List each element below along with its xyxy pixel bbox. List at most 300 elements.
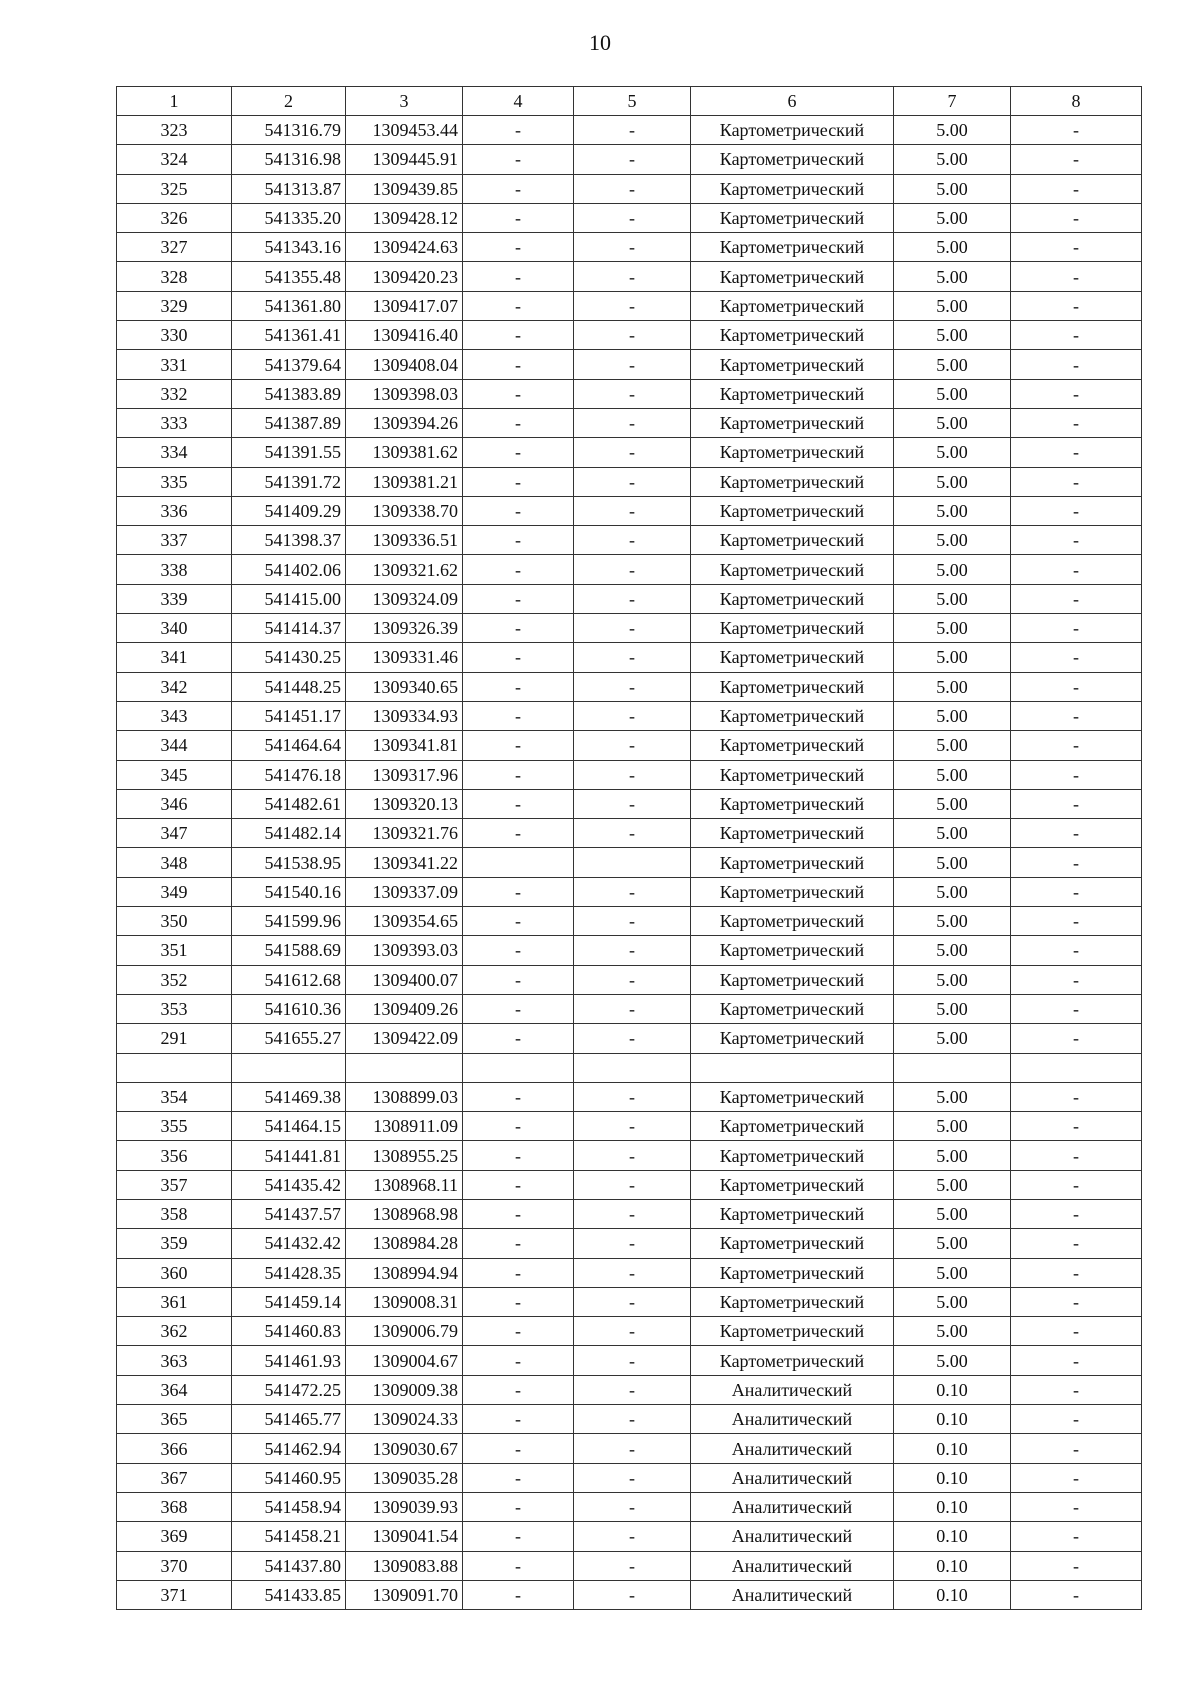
cell-point-number: 341 <box>117 643 232 672</box>
cell-col-4: - <box>463 1287 574 1316</box>
cell-col-5: - <box>574 438 691 467</box>
table-row <box>117 965 1142 994</box>
cell-col-8: - <box>1011 789 1142 818</box>
cell-col-8: - <box>1011 994 1142 1023</box>
cell-col-5: - <box>574 760 691 789</box>
cell-x-coordinate: 541355.48 <box>232 262 346 291</box>
cell-y-coordinate: 1309024.33 <box>346 1405 463 1434</box>
cell-col-8: - <box>1011 116 1142 145</box>
cell-col-8: - <box>1011 1024 1142 1053</box>
cell-x-coordinate: 541414.37 <box>232 614 346 643</box>
cell-col-5: - <box>574 994 691 1023</box>
cell-col-8: - <box>1011 1317 1142 1346</box>
cell-point-number: 324 <box>117 145 232 174</box>
cell-col-8: - <box>1011 467 1142 496</box>
cell-col-5: - <box>574 965 691 994</box>
cell-col-4: - <box>463 877 574 906</box>
cell-col-8: - <box>1011 1170 1142 1199</box>
cell-method: Картометрический <box>691 965 894 994</box>
cell-point-number: 350 <box>117 907 232 936</box>
cell-y-coordinate: 1309409.26 <box>346 994 463 1023</box>
cell-y-coordinate: 1308911.09 <box>346 1112 463 1141</box>
cell-accuracy: 0.10 <box>894 1434 1011 1463</box>
cell-y-coordinate: 1309398.03 <box>346 379 463 408</box>
cell-accuracy: 5.00 <box>894 1317 1011 1346</box>
cell-y-coordinate: 1309317.96 <box>346 760 463 789</box>
cell-y-coordinate: 1309321.62 <box>346 555 463 584</box>
cell-col-8: - <box>1011 1551 1142 1580</box>
table-row <box>117 1287 1142 1316</box>
cell-col-8: - <box>1011 1229 1142 1258</box>
cell-y-coordinate: 1309321.76 <box>346 819 463 848</box>
cell-x-coordinate: 541540.16 <box>232 877 346 906</box>
cell-col-5: - <box>574 643 691 672</box>
cell-method: Картометрический <box>691 350 894 379</box>
cell-col-4: - <box>463 379 574 408</box>
cell-col-5: - <box>574 496 691 525</box>
cell-x-coordinate: 541441.81 <box>232 1141 346 1170</box>
cell-col-8: - <box>1011 1199 1142 1228</box>
cell-col-4: - <box>463 1492 574 1521</box>
cell-method: Картометрический <box>691 1082 894 1111</box>
cell-col-4: - <box>463 701 574 730</box>
cell-col-5: - <box>574 408 691 437</box>
column-header-point-number: 1 <box>117 87 232 116</box>
cell-method: Картометрический <box>691 672 894 701</box>
cell-x-coordinate: 541398.37 <box>232 526 346 555</box>
cell-x-coordinate: 541383.89 <box>232 379 346 408</box>
cell-point-number: 327 <box>117 233 232 262</box>
cell-y-coordinate: 1309334.93 <box>346 701 463 730</box>
cell-y-coordinate: 1309381.62 <box>346 438 463 467</box>
cell-col-4: - <box>463 1580 574 1609</box>
cell-accuracy: 5.00 <box>894 1170 1011 1199</box>
cell-method: Картометрический <box>691 496 894 525</box>
cell-y-coordinate: 1308968.98 <box>346 1199 463 1228</box>
cell-x-coordinate: 541437.80 <box>232 1551 346 1580</box>
cell-accuracy: 5.00 <box>894 994 1011 1023</box>
cell-method: Картометрический <box>691 203 894 232</box>
cell-accuracy: 5.00 <box>894 1141 1011 1170</box>
cell-accuracy: 0.10 <box>894 1463 1011 1492</box>
table-row <box>117 203 1142 232</box>
cell-method: Картометрический <box>691 233 894 262</box>
cell-point-number: 332 <box>117 379 232 408</box>
cell-col-4: - <box>463 145 574 174</box>
cell-col-5: - <box>574 145 691 174</box>
table-row <box>117 643 1142 672</box>
cell-x-coordinate: 541469.38 <box>232 1082 346 1111</box>
cell-y-coordinate: 1309393.03 <box>346 936 463 965</box>
cell-col-4: - <box>463 1317 574 1346</box>
cell-y-coordinate: 1308955.25 <box>346 1141 463 1170</box>
cell-method: Картометрический <box>691 1112 894 1141</box>
cell-accuracy: 5.00 <box>894 1258 1011 1287</box>
table-row <box>117 1082 1142 1111</box>
cell-col-5: - <box>574 1024 691 1053</box>
cell-point-number: 365 <box>117 1405 232 1434</box>
cell-col-8: - <box>1011 614 1142 643</box>
cell-col-8: - <box>1011 496 1142 525</box>
cell-method: Картометрический <box>691 1199 894 1228</box>
cell-x-coordinate: 541430.25 <box>232 643 346 672</box>
cell-accuracy: 5.00 <box>894 731 1011 760</box>
cell-point-number: 370 <box>117 1551 232 1580</box>
cell-col-4: - <box>463 438 574 467</box>
cell-y-coordinate: 1309422.09 <box>346 1024 463 1053</box>
cell-y-coordinate: 1309326.39 <box>346 614 463 643</box>
cell-col-4: - <box>463 643 574 672</box>
cell-col-4: - <box>463 496 574 525</box>
cell-col-5: - <box>574 614 691 643</box>
cell-method: Картометрический <box>691 877 894 906</box>
cell-col-4: - <box>463 672 574 701</box>
cell-col-8: - <box>1011 1112 1142 1141</box>
table-row <box>117 701 1142 730</box>
cell-y-coordinate: 1309004.67 <box>346 1346 463 1375</box>
cell-point-number: 367 <box>117 1463 232 1492</box>
cell-col-5: - <box>574 1375 691 1404</box>
cell-accuracy: 0.10 <box>894 1375 1011 1404</box>
cell-col-4: - <box>463 1551 574 1580</box>
cell-col-4: - <box>463 819 574 848</box>
column-header-accuracy: 7 <box>894 87 1011 116</box>
cell-col-5: - <box>574 1492 691 1521</box>
cell-col-5: - <box>574 1580 691 1609</box>
cell-accuracy: 5.00 <box>894 116 1011 145</box>
cell-col-4: - <box>463 1522 574 1551</box>
cell-point-number: 325 <box>117 174 232 203</box>
cell-col-4: - <box>463 760 574 789</box>
cell-col-5: - <box>574 203 691 232</box>
cell-col-4: - <box>463 467 574 496</box>
cell-accuracy: 5.00 <box>894 877 1011 906</box>
cell-col-5: - <box>574 321 691 350</box>
table-row <box>117 1346 1142 1375</box>
cell-col-4: - <box>463 1112 574 1141</box>
table-row <box>117 408 1142 437</box>
column-header-y-coordinate: 3 <box>346 87 463 116</box>
cell-method: Картометрический <box>691 438 894 467</box>
cell-col-4: - <box>463 291 574 320</box>
cell-point-number: 329 <box>117 291 232 320</box>
cell-method: Аналитический <box>691 1522 894 1551</box>
cell-col-8: - <box>1011 203 1142 232</box>
cell-y-coordinate: 1309035.28 <box>346 1463 463 1492</box>
cell-col-5: - <box>574 1170 691 1199</box>
cell-y-coordinate: 1309420.23 <box>346 262 463 291</box>
coordinates-table <box>116 86 1142 1610</box>
cell-y-coordinate: 1309331.46 <box>346 643 463 672</box>
cell-x-coordinate: 541433.85 <box>232 1580 346 1609</box>
cell-accuracy: 5.00 <box>894 1112 1011 1141</box>
cell-method: Аналитический <box>691 1492 894 1521</box>
cell-accuracy: 5.00 <box>894 174 1011 203</box>
cell-y-coordinate: 1309041.54 <box>346 1522 463 1551</box>
cell-x-coordinate: 541451.17 <box>232 701 346 730</box>
table-row <box>117 1258 1142 1287</box>
table-row <box>117 1580 1142 1609</box>
cell-method: Картометрический <box>691 701 894 730</box>
cell-col-8: - <box>1011 408 1142 437</box>
cell-col-8: - <box>1011 1492 1142 1521</box>
cell-col-8: - <box>1011 1375 1142 1404</box>
cell-col-4: - <box>463 1141 574 1170</box>
cell-method: Аналитический <box>691 1375 894 1404</box>
cell-col-4: - <box>463 1463 574 1492</box>
cell-accuracy: 0.10 <box>894 1580 1011 1609</box>
cell-col-4: - <box>463 584 574 613</box>
cell-accuracy: 5.00 <box>894 203 1011 232</box>
cell-point-number: 366 <box>117 1434 232 1463</box>
table-row <box>117 1053 1142 1082</box>
cell-x-coordinate: 541588.69 <box>232 936 346 965</box>
cell-y-coordinate: 1309340.65 <box>346 672 463 701</box>
cell-method: Картометрический <box>691 584 894 613</box>
cell-col-5: - <box>574 789 691 818</box>
cell-accuracy: 5.00 <box>894 584 1011 613</box>
cell-accuracy: 0.10 <box>894 1522 1011 1551</box>
column-header-method: 6 <box>691 87 894 116</box>
cell-x-coordinate: 541482.61 <box>232 789 346 818</box>
cell-y-coordinate: 1309008.31 <box>346 1287 463 1316</box>
cell-y-coordinate: 1309453.44 <box>346 116 463 145</box>
cell-point-number: 352 <box>117 965 232 994</box>
cell-col-5: - <box>574 672 691 701</box>
cell-accuracy: 5.00 <box>894 350 1011 379</box>
cell-accuracy: 5.00 <box>894 789 1011 818</box>
cell-x-coordinate: 541435.42 <box>232 1170 346 1199</box>
cell-y-coordinate: 1309341.22 <box>346 848 463 877</box>
cell-x-coordinate: 541432.42 <box>232 1229 346 1258</box>
cell-col-5: - <box>574 701 691 730</box>
table-row <box>117 819 1142 848</box>
cell-accuracy: 0.10 <box>894 1405 1011 1434</box>
cell-col-8: - <box>1011 701 1142 730</box>
cell-accuracy: 5.00 <box>894 233 1011 262</box>
cell-accuracy: 5.00 <box>894 614 1011 643</box>
cell-method: Картометрический <box>691 1141 894 1170</box>
cell-x-coordinate: 541538.95 <box>232 848 346 877</box>
cell-point-number: 331 <box>117 350 232 379</box>
cell-accuracy: 5.00 <box>894 819 1011 848</box>
cell-x-coordinate: 541428.35 <box>232 1258 346 1287</box>
column-header-col-5: 5 <box>574 87 691 116</box>
cell-col-5: - <box>574 1141 691 1170</box>
cell-col-5: - <box>574 262 691 291</box>
cell-method: Аналитический <box>691 1463 894 1492</box>
cell-point-number: 338 <box>117 555 232 584</box>
cell-method: Картометрический <box>691 291 894 320</box>
cell-col-5: - <box>574 1287 691 1316</box>
cell-y-coordinate: 1308984.28 <box>346 1229 463 1258</box>
table-row <box>117 994 1142 1023</box>
cell-accuracy: 5.00 <box>894 760 1011 789</box>
cell-col-5 <box>574 1053 691 1082</box>
cell-accuracy: 5.00 <box>894 467 1011 496</box>
cell-y-coordinate: 1309439.85 <box>346 174 463 203</box>
table-row <box>117 1199 1142 1228</box>
cell-col-4: - <box>463 1024 574 1053</box>
cell-col-8: - <box>1011 848 1142 877</box>
cell-col-4: - <box>463 1375 574 1404</box>
cell-accuracy: 0.10 <box>894 1551 1011 1580</box>
cell-col-5: - <box>574 1522 691 1551</box>
cell-col-8: - <box>1011 379 1142 408</box>
cell-x-coordinate: 541612.68 <box>232 965 346 994</box>
cell-y-coordinate: 1309381.21 <box>346 467 463 496</box>
cell-col-4: - <box>463 203 574 232</box>
table-row <box>117 1522 1142 1551</box>
cell-y-coordinate: 1308899.03 <box>346 1082 463 1111</box>
table-row <box>117 526 1142 555</box>
cell-method: Картометрический <box>691 1229 894 1258</box>
cell-point-number: 343 <box>117 701 232 730</box>
cell-x-coordinate: 541415.00 <box>232 584 346 613</box>
cell-col-5: - <box>574 1082 691 1111</box>
cell-point-number: 342 <box>117 672 232 701</box>
table-header-row <box>117 87 1142 116</box>
cell-point-number: 291 <box>117 1024 232 1053</box>
table-row <box>117 174 1142 203</box>
cell-method: Картометрический <box>691 643 894 672</box>
cell-x-coordinate: 541459.14 <box>232 1287 346 1316</box>
cell-y-coordinate: 1309091.70 <box>346 1580 463 1609</box>
cell-point-number: 359 <box>117 1229 232 1258</box>
cell-col-8: - <box>1011 965 1142 994</box>
cell-col-4: - <box>463 789 574 818</box>
cell-point-number: 346 <box>117 789 232 818</box>
cell-method: Картометрический <box>691 408 894 437</box>
cell-x-coordinate: 541361.80 <box>232 291 346 320</box>
cell-col-5: - <box>574 1112 691 1141</box>
cell-y-coordinate: 1308968.11 <box>346 1170 463 1199</box>
table-row <box>117 907 1142 936</box>
cell-y-coordinate: 1309320.13 <box>346 789 463 818</box>
table-row <box>117 291 1142 320</box>
cell-accuracy: 5.00 <box>894 965 1011 994</box>
cell-method: Картометрический <box>691 819 894 848</box>
cell-col-8: - <box>1011 321 1142 350</box>
cell-col-5: - <box>574 1317 691 1346</box>
cell-method: Картометрический <box>691 1024 894 1053</box>
cell-col-4: - <box>463 350 574 379</box>
cell-accuracy <box>894 1053 1011 1082</box>
cell-method: Картометрический <box>691 760 894 789</box>
table-row <box>117 467 1142 496</box>
cell-col-8: - <box>1011 1346 1142 1375</box>
cell-col-4: - <box>463 1082 574 1111</box>
cell-col-8: - <box>1011 350 1142 379</box>
cell-point-number: 330 <box>117 321 232 350</box>
cell-method: Картометрический <box>691 262 894 291</box>
cell-point-number: 361 <box>117 1287 232 1316</box>
table-row <box>117 1141 1142 1170</box>
cell-method: Аналитический <box>691 1551 894 1580</box>
cell-point-number: 347 <box>117 819 232 848</box>
cell-x-coordinate: 541402.06 <box>232 555 346 584</box>
cell-accuracy: 0.10 <box>894 1492 1011 1521</box>
cell-col-4: - <box>463 965 574 994</box>
cell-point-number: 351 <box>117 936 232 965</box>
cell-x-coordinate <box>232 1053 346 1082</box>
cell-y-coordinate: 1309417.07 <box>346 291 463 320</box>
cell-col-8: - <box>1011 174 1142 203</box>
cell-y-coordinate: 1309009.38 <box>346 1375 463 1404</box>
cell-col-4: - <box>463 614 574 643</box>
cell-method: Картометрический <box>691 731 894 760</box>
cell-point-number: 345 <box>117 760 232 789</box>
cell-col-4: - <box>463 174 574 203</box>
cell-method: Картометрический <box>691 1317 894 1346</box>
cell-accuracy: 5.00 <box>894 262 1011 291</box>
cell-col-4: - <box>463 1199 574 1228</box>
cell-point-number: 369 <box>117 1522 232 1551</box>
table-row <box>117 614 1142 643</box>
cell-y-coordinate: 1309408.04 <box>346 350 463 379</box>
cell-x-coordinate: 541476.18 <box>232 760 346 789</box>
table-row <box>117 555 1142 584</box>
cell-x-coordinate: 541316.79 <box>232 116 346 145</box>
table-row <box>117 1112 1142 1141</box>
cell-y-coordinate: 1309445.91 <box>346 145 463 174</box>
cell-method: Картометрический <box>691 1170 894 1199</box>
column-header-col-4: 4 <box>463 87 574 116</box>
cell-x-coordinate: 541460.83 <box>232 1317 346 1346</box>
cell-col-8: - <box>1011 1082 1142 1111</box>
cell-y-coordinate: 1309336.51 <box>346 526 463 555</box>
table-row <box>117 789 1142 818</box>
cell-y-coordinate: 1309416.40 <box>346 321 463 350</box>
cell-col-5: - <box>574 1229 691 1258</box>
cell-col-4: - <box>463 1229 574 1258</box>
cell-col-5: - <box>574 116 691 145</box>
cell-col-5: - <box>574 1463 691 1492</box>
cell-col-5: - <box>574 1551 691 1580</box>
table-row <box>117 877 1142 906</box>
cell-method: Картометрический <box>691 379 894 408</box>
cell-accuracy: 5.00 <box>894 936 1011 965</box>
cell-point-number: 326 <box>117 203 232 232</box>
table-row <box>117 438 1142 467</box>
cell-y-coordinate: 1309006.79 <box>346 1317 463 1346</box>
cell-col-8: - <box>1011 584 1142 613</box>
cell-col-4: - <box>463 262 574 291</box>
cell-col-5: - <box>574 555 691 584</box>
cell-method: Аналитический <box>691 1580 894 1609</box>
cell-point-number: 337 <box>117 526 232 555</box>
cell-point-number <box>117 1053 232 1082</box>
cell-col-8: - <box>1011 1258 1142 1287</box>
cell-col-8: - <box>1011 1522 1142 1551</box>
cell-accuracy: 5.00 <box>894 643 1011 672</box>
cell-accuracy: 5.00 <box>894 321 1011 350</box>
cell-y-coordinate: 1309083.88 <box>346 1551 463 1580</box>
cell-y-coordinate: 1309338.70 <box>346 496 463 525</box>
table-row <box>117 1434 1142 1463</box>
cell-x-coordinate: 541391.55 <box>232 438 346 467</box>
cell-col-5: - <box>574 350 691 379</box>
cell-x-coordinate: 541465.77 <box>232 1405 346 1434</box>
cell-method: Картометрический <box>691 145 894 174</box>
cell-accuracy: 5.00 <box>894 1229 1011 1258</box>
cell-col-8: - <box>1011 936 1142 965</box>
cell-x-coordinate: 541316.98 <box>232 145 346 174</box>
cell-accuracy: 5.00 <box>894 1199 1011 1228</box>
cell-x-coordinate: 541599.96 <box>232 907 346 936</box>
cell-col-4: - <box>463 555 574 584</box>
cell-method: Аналитический <box>691 1434 894 1463</box>
